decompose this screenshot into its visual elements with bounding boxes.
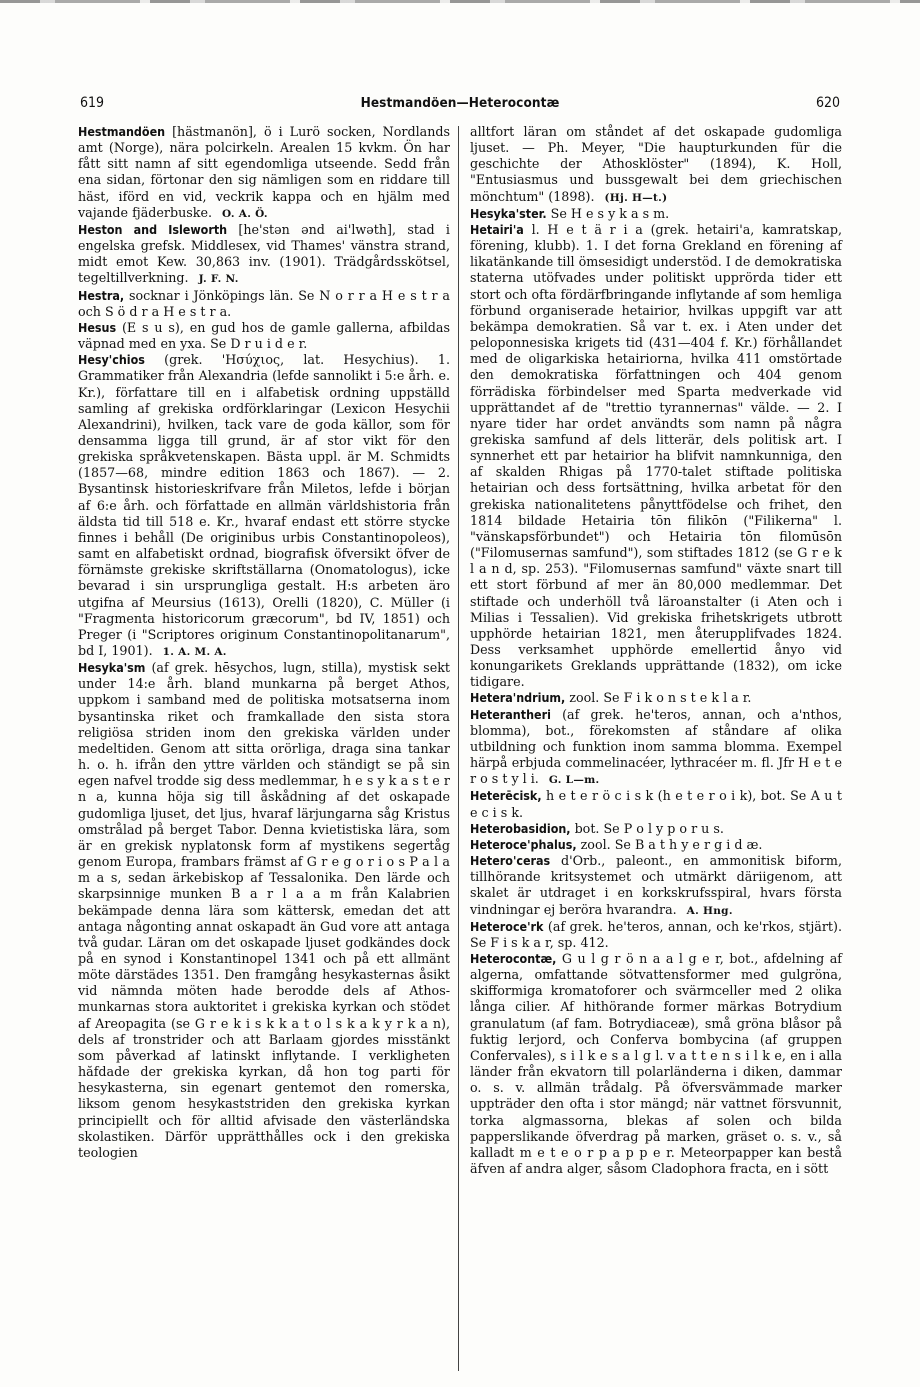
entry-text: (grek. 'Hσύχιος, lat. Hesychius). 1. Grammatiker från Alexandria (lefde sannolikt i 5:e årh. e. Kr.), författare till en i alfabetisk ordning uppställd samling af grekiska ordförklaringar (Lexicon Hesychii Alexandrini), hvilken, tack vare de goda källor, som för densamma ligga till grund, är af stor vikt för den grekiska språkvetenskapen. Bästa uppl. är M. Schmidts (1857—68, mindre edition 1863 och 1867). — 2. Bysantinsk historieskrifvare från Miletos, lefde i början af 6:e årh. och författade en allmän världshistoria från äldsta tid till 518 e. Kr., hvaraf endast ett större stycke finnes i behåll (De originibus urbis Constantinopoleos), samt en alfabetiskt ordnad, biografisk öfversikt öfver de förnämste grekiske skriftställarna (Onomatologus), icke bevarad i sin ursprungliga gestalt. H:s arbeten äro utgifna af Meursius (1613), Orelli (1820), C. Müller (i "Fragmenta historicorum græcorum", bd IV, 1851) och Preger (i "Scriptores originum Constantinopolitanarum", bd I, 1901). [78,352,450,658]
entry-headword: Hesy'chios [78,352,145,368]
entry-text: (E s u s), en gud hos de gamle gallerna, afbildas väpnad med en yxa. Se D r u i d e r. [78,319,450,352]
entry-text: (af grek. he'teros, annan, och ke'rkos, stjärt). Se F i s k a r, sp. 412. [470,918,842,950]
entry-headword: Heteroce'rk [470,918,544,934]
dictionary-entry [78,288,450,320]
entry-headword: Hetairi'a [470,221,524,237]
entry-headword: Heterēcisk, [470,788,542,804]
author-signature: O. A. Ö. [222,207,268,220]
entry-text: (af grek. hēsychos, lugn, stilla), mystisk sekt under 14:e årh. bland munkarna på berget Athos, uppkom i samband med de politiska motsatserna inom bysantinska riket och framkallade den sista stora religiösa striden inom den grekiska världen under medeltiden. Genom att sitta orörliga, draga sina tankar h. o. h. ifrån den yttre världen och ständigt se på sin egen nafvel trodde sig dess medlemmar, h e s y k a s t e r n a, kunna höja sig till åskådning af det oskapade gudomliga ljuset, det ljus, hvaraf lärjungarna såg Kristus omstrålad på berget Tabor. Denna kvietistiska lära, som är en grekisk nyplatonsk form af mystikens segertåg genom Europa, frambars främst af G r e g o r i o s P a l a m a s, sedan ärkebiskop af Tessalonika. Den lärde och skarpsinnige munken B a r l a a m från Kalabrien bekämpade denna lära som kättersk, emedan det att antaga någonting annat oskapadt än Gud vore att antaga två gudar. Läran om det oskapade ljuset godkändes dock på en synod i Konstantinopel 1341 och på ett allmänt möte därstädes 1351. Den framgång hesykasternas åsikt vid nämnda möten hade berodde dels af Athos-munkarnas stora auktoritet i grekiska kyrkan och stödet af Areopagita (se G r e k i s k k a t o l s k a k y r k a n), dels af tronstrider och att Barlaam gjordes misstänkt som påverkad af latinskt inflytande. I verkligheten hăfdade der grekiska kyrkan, då hon tog parti för hesykasterna, sin egenart gentemot den romerska, liksom genom hesykaststriden den grekiska kyrkan principiellt och för alltid afvisade den västerländska skolastiken. Därför upprätthålles ock i den grekiska teologien [78,660,450,1160]
left-column [78,124,450,1161]
author-signature: A. Hng. [686,904,733,917]
entry-text: d'Orb., paleont., en ammonitisk biform, tillhörande kritsystemet och utmärkt däriigenom, att skalet är utdraget i en korkskrufsspiral, hvars första vindningar ej beröra hvarandra. [470,853,842,917]
page-header [80,95,840,113]
dictionary-entry [470,788,842,820]
page-number-right: 620 [815,95,840,111]
entry-text: zool. Se B a t h y e r g i d æ. [576,836,763,852]
entry-text: zool. Se F i k o n s t e k l a r. [565,690,752,706]
entry-headword: Hetera'ndrium, [470,690,566,706]
entry-headword: Hestmandöen [78,124,166,139]
entry-headword: Hesyka'ster. [470,205,547,221]
dictionary-entry [470,124,842,206]
dictionary-entry [470,821,842,837]
dictionary-entry [470,707,842,789]
entry-headword: Heterobasidion, [470,820,571,836]
dictionary-entry [470,222,842,691]
entry-text: l. H e t ä r i a (grek. hetairi'a, kamratskap, förening, klubb). 1. I det forna Grekland en förening af likatänkande till ömsesidigt understöd. I de demokratiska staterna utöfvades under politiskt upprörda tider ett stort och ofta fördärfbringande inflytande af som hemliga förbund organiserade hetairior, hvilkas uppgift var att bekämpa demokratien. Så var t. ex. i Aten under det peloponnesiska krigets tid (431—404 f. Kr.) förhållandet med de oligarkiska hetairiorna, hvilka 411 omstörtade den demokratiska författningen och 404 genom förrädiska förbindelser med Sparta medverkade vid upprättandet af de "trettio tyrannernas" välde. — 2. I nyare tider har ordet användts som namn på några grekiska samfund af dels litterär, dels politisk art. I synnerhet ett par hetairior ha blifvit namnkunniga, den af skalden Rhigas på 1770-talet stiftade politiska hetairian och dess fortsättning, hvilka arbetat för den grekiska nationalitetens pånyttfödelse och frihet, den 1814 bildade Hetairia tōn filikōn ("Filikerna" l. "vänskapsförbundet") och Hetairia tōn filomūsōn ("Filomusernas samfund"), som stiftades 1812 (se G r e k l a n d, sp. 253). "Filomusernas samfund" växte snart till ett stort förbund af mer än 80,000 medlemmar. Det stiftade och underhöll två läroanstalter (i Aten och i Milias i Tessalien). Vid grekiska frihetskrigets utbrott upphörde hetairian 1821, men återupplifvades 1824. Dess verksamhet upphörde emellertid ånyo vid konungarikets Greklands upprättande (1832), om icke tidigare. [470,221,843,690]
author-signature: (Hj. H—t.) [604,191,668,204]
entry-text: Se H e s y k a s m. [546,205,670,221]
scan-edge [0,0,920,3]
entry-headword: Heterocontæ, [470,950,557,966]
entry-text: bot. Se P o l y p o r u s. [570,820,724,836]
dictionary-entry [470,690,842,706]
entry-headword: Hesyka'sm [78,660,146,676]
dictionary-entry [470,853,842,919]
entry-text: G u l g r ö n a a l g e r, bot., afdelning af algerna, omfattande sötvattensformer med gulgröna, skifformiga kromatoforer och svärmceller med 2 olika långa cilier. Af hithörande former märkas Botrydium granulatum (af fam. Botrydiaceæ), små gröna blåsor på fuktig lerjord, och Conferva bombycina (af gruppen Confervales), s i l k e s a l g l. v a t t e n s i l k e, en i alla länder från ekvatorn till polarländerna i diken, dammar o. s. v. allmän trådalg. På öfversvämmade marker uppträder den ofta i stor mängd; när vattnet försvunnit, torka algmassorna, blekas af solen och bilda papperslikande öfverdrag på marken, gräset o. s. v., så kalladt m e t e o r p a p p e r. Meteorpapper kan bestå äfven af andra alger, såsom Cladophora fracta, en i sött [470,950,842,1176]
right-column [470,124,842,1177]
author-signature: 1. A. M. A. [162,646,227,658]
entry-text: [he'stən ənd ai'lwəth], stad i engelska grefsk. Middlesex, vid Thames' vänstra strand, midt emot Kew. 30,863 inv. (1901). Trädgårdsskötsel, tegeltillverkning. [78,221,450,286]
entry-text: (af grek. he'teros, annan, och a'nthos, blomma), bot., förekomsten af ståndare af olika utbildning och funktion inom samma blomma. Exempel härpå erbjuda commelinacéer, lythracéer m. fl. Jfr H e t e r o s t y l i. [470,706,842,787]
dictionary-entry [470,919,842,951]
author-signature: J. F. N. [198,273,239,286]
entry-headword: Heston and Isleworth [78,221,228,237]
entry-headword: Hestra, [78,287,125,303]
dictionary-entry [78,352,450,660]
dictionary-entry [78,660,450,1161]
entry-headword: Heterantheri [470,706,551,722]
page-number-left: 619 [80,95,105,111]
author-signature: G. L—m. [548,774,600,787]
dictionary-entry [470,206,842,222]
entry-headword: Hesus [78,319,117,335]
dictionary-entry [78,124,450,222]
dictionary-entry [470,837,842,853]
column-divider [458,126,459,1371]
entry-text: socknar i Jönköpings län. Se N o r r a H e s t r a och S ö d r a H e s t r a. [78,287,450,319]
entry-text: alltfort läran om ståndet af det oskapade gudomliga ljuset. — Ph. Meyer, "Die haupturkunden für die geschichte der Athosklöster" (1894), K. Holl, "Entusiasmus und bussgewalt bei dem griechischen mönchtum" (1898). [470,124,842,204]
running-head: Hestmandöen—Heterocontæ [360,95,560,111]
entry-headword: Heteroce'phalus, [470,836,577,852]
entry-text: h e t e r ö c i s k (h e t e r o i k), bot. Se A u t e c i s k. [470,788,842,820]
dictionary-entry [470,951,842,1177]
entry-headword: Hetero'ceras [470,853,551,869]
dictionary-entry [78,320,450,352]
entry-text: [hästmanön], ö i Lurö socken, Nordlands amt (Norge), nära polcirkeln. Arealen 15 kvkm. Ön har fått sitt namn af sitt egendomliga utseende. Sedd från ena sidan, förtonar den sig nämligen som en riddare till häst, iförd en vid, veckrik kappa och en hjälm med vajande fjäderbuske. [78,124,450,220]
dictionary-entry [78,222,450,288]
